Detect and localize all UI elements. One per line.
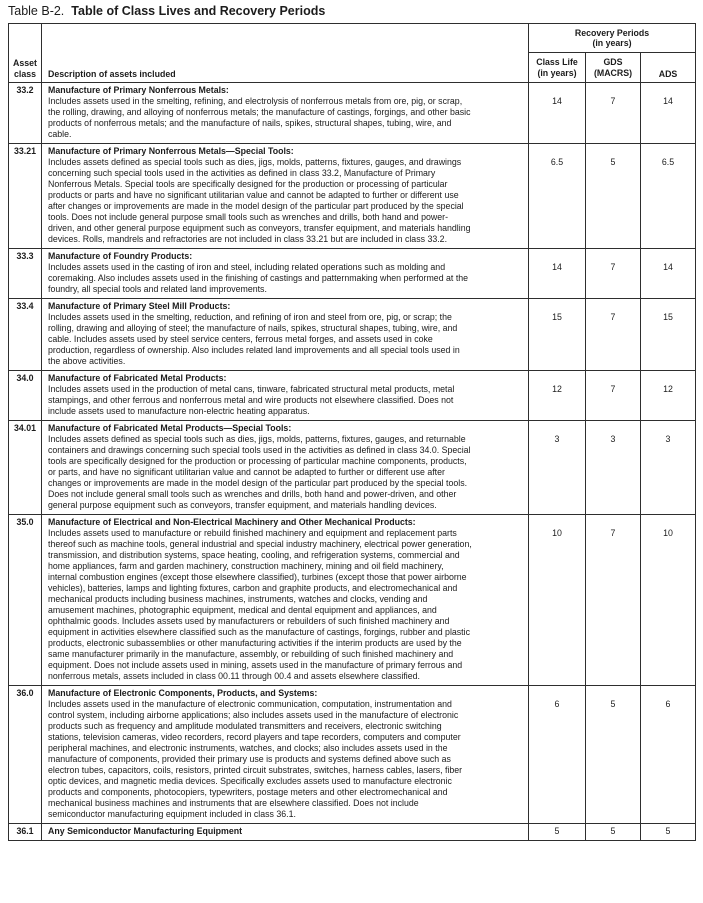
class-life-value-cell: 6.5: [529, 144, 586, 249]
table-row: [9, 824, 696, 841]
class-life-value-cell: 3: [529, 421, 586, 515]
page-title: [8, 4, 703, 19]
asset-category-title: Manufacture of Primary Nonferrous Metals:: [48, 85, 229, 95]
table-row: [9, 249, 696, 299]
description-content: [48, 373, 472, 417]
column-header-gds: GDS (MACRS): [586, 53, 641, 83]
column-header-class-life: Class Life (in years): [529, 53, 586, 83]
asset-category-description: Includes assets defined as special tools such as dies, jigs, molds, patterns, fixtures, gauges, and drawings concerning such special tools used in the activities as defined in class 33.2, Manufacture of Primary Nonferrous Metals. Special tools are specifically designed for the production or processing of particular products or parts and have no significant utilitarian value and cannot be adapted to further or different use after changes or improvements are made in the model design of the particular part produced by the special tools. Does not include general purpose small tools such as wrenches and drills, both hand and power-driven, and other general purpose equipment such as conveyors, transfer equipment, and materials handling devices. Rolls, mandrels and refractories are not included in class 33.21 but are included in class 33.2.: [48, 157, 471, 244]
column-header-description: Description of assets included: [42, 24, 529, 83]
description-cell: [42, 83, 529, 144]
class-life-value-cell: 10: [529, 515, 586, 686]
ads-value-cell: 12: [641, 371, 696, 421]
table-number-label: Table B-2.: [8, 4, 65, 18]
asset-category-title: Manufacture of Electronic Components, Products, and Systems:: [48, 688, 318, 698]
ads-value-cell: 3: [641, 421, 696, 515]
description-cell: [42, 515, 529, 686]
ads-value-cell: 6: [641, 686, 696, 824]
description-content: [48, 146, 472, 245]
column-header-ads: ADS: [641, 53, 696, 83]
column-header-asset-class: Asset class: [9, 24, 42, 83]
description-content: [48, 301, 472, 367]
description-cell: [42, 371, 529, 421]
asset-class-cell: 33.21: [9, 144, 42, 249]
gds-value-cell: 3: [586, 421, 641, 515]
description-content: [48, 688, 472, 820]
asset-class-cell: 36.1: [9, 824, 42, 841]
description-cell: [42, 249, 529, 299]
asset-class-cell: 35.0: [9, 515, 42, 686]
gds-value-cell: 7: [586, 371, 641, 421]
table-row: [9, 144, 696, 249]
asset-class-cell: 33.4: [9, 299, 42, 371]
table-row: [9, 83, 696, 144]
gds-value-cell: 5: [586, 144, 641, 249]
gds-value-cell: 7: [586, 515, 641, 686]
asset-category-title: Manufacture of Electrical and Non-Electrical Machinery and Other Mechanical Products:: [48, 517, 416, 527]
column-group-recovery-periods: Recovery Periods (in years): [529, 24, 696, 53]
ads-value-cell: 5: [641, 824, 696, 841]
asset-category-description: Includes assets defined as special tools such as dies, jigs, molds, patterns, fixtures, gauges, and returnable containers and drawings concerning such special tools used in the activities as defined in class 34.0. Special tools are specifically designed for the production or processing of particular machine components, products, or parts, and have no significant utilitarian value and cannot be adapted to further or different use after changes or improvements are made in the model design of the particular part produced by the special tools. Does not include general small tools such as wrenches and drills, both hand and power-driven, and other general purpose equipment such as conveyors, transfer equipment, and materials handling devices.: [48, 434, 471, 510]
description-cell: [42, 824, 529, 841]
asset-class-cell: 34.0: [9, 371, 42, 421]
gds-value-cell: 7: [586, 83, 641, 144]
asset-category-description: Includes assets used to manufacture or rebuild finished machinery and equipment and replacement parts thereof such as machine tools, general industrial and special industry machinery, electrical power generation, transmission, and distribution systems, space heating, cooling, and refrigeration systems, commercial and home appliances, farm and garden machinery, construction machinery, mining and oil field machinery, internal combustion engines (except those elsewhere classified), turbines (except those that power airborne vehicles), batteries, lamps and lighting fixtures, carbon and graphite products, and electromechanical and mechanical products including business machines, instruments, watches and clocks, vending and amusement machines, photographic equipment, medical and dental equipment and appliances, and ophthalmic goods. Includes assets used by manufacturers or rebuilders of such finished machinery and equipment in activities elsewhere classified such as the manufacture of castings, forgings, rubber and plastic products, electronic subassemblies or other manufacturing activities if the interim products are used by the same manufacturer primarily in the manufacture, assembly, or rebuilding of such finished machinery and equipment. Does not include assets used in mining, assets used in the manufacture of primary ferrous and nonferrous metals, assets included in class 00.11 through 00.4 and assets elsewhere classified.: [48, 528, 472, 681]
class-life-value-cell: 5: [529, 824, 586, 841]
description-content: [48, 826, 472, 837]
asset-category-description: Includes assets used in the smelting, refining, and electrolysis of nonferrous metals from ore, pig, or scrap, the rolling, drawing, and alloying of nonferrous metals; the manufacture of castings, forgings, and other basic products of nonferrous metals; and the manufacture of nails, spikes, structural shapes, tubing, wire, and cable.: [48, 96, 471, 139]
asset-class-cell: 33.2: [9, 83, 42, 144]
asset-category-title: Manufacture of Primary Steel Mill Products:: [48, 301, 231, 311]
class-life-value-cell: 14: [529, 83, 586, 144]
description-cell: [42, 686, 529, 824]
table-row: [9, 515, 696, 686]
class-lives-table: [8, 23, 696, 841]
gds-value-cell: 5: [586, 824, 641, 841]
description-content: [48, 517, 472, 682]
ads-value-cell: 15: [641, 299, 696, 371]
class-life-value-cell: 14: [529, 249, 586, 299]
gds-value-cell: 7: [586, 249, 641, 299]
asset-category-description: Includes assets used in the smelting, reduction, and refining of iron and steel from ore, pig, or scrap; the rolling, drawing and alloying of steel; the manufacture of nails, spikes, structural shapes, tubing, wire, and cable. Includes assets used by steel service centers, ferrous metal forges, and assets used in coke production, regardless of ownership. Also includes related land improvements and all special tools used in the above activities.: [48, 312, 460, 366]
class-life-value-cell: 15: [529, 299, 586, 371]
asset-class-cell: 36.0: [9, 686, 42, 824]
description-cell: [42, 421, 529, 515]
table-title-text: Table of Class Lives and Recovery Periods: [71, 4, 326, 18]
table-row: [9, 686, 696, 824]
ads-value-cell: 14: [641, 249, 696, 299]
table-row: [9, 371, 696, 421]
asset-category-description: Includes assets used in the production of metal cans, tinware, fabricated structural metal products, metal stampings, and other ferrous and nonferrous metal and wire products not elsewhere classified. Does not include assets used to manufacture non-electric heating apparatus.: [48, 384, 455, 416]
description-cell: [42, 144, 529, 249]
description-content: [48, 251, 472, 295]
gds-value-cell: 7: [586, 299, 641, 371]
ads-value-cell: 6.5: [641, 144, 696, 249]
asset-category-title: Manufacture of Foundry Products:: [48, 251, 193, 261]
ads-value-cell: 10: [641, 515, 696, 686]
table-row: [9, 299, 696, 371]
ads-value-cell: 14: [641, 83, 696, 144]
description-content: [48, 85, 472, 140]
asset-category-title: Any Semiconductor Manufacturing Equipment: [48, 826, 243, 836]
asset-category-title: Manufacture of Primary Nonferrous Metals—Special Tools:: [48, 146, 294, 156]
asset-class-cell: 34.01: [9, 421, 42, 515]
description-content: [48, 423, 472, 511]
asset-category-title: Manufacture of Fabricated Metal Products—Special Tools:: [48, 423, 292, 433]
class-life-value-cell: 12: [529, 371, 586, 421]
table-row: [9, 421, 696, 515]
table-header: [9, 24, 696, 83]
table-body: [9, 83, 696, 841]
asset-class-cell: 33.3: [9, 249, 42, 299]
asset-category-description: Includes assets used in the manufacture of electronic communication, computation, instrumentation and control system, including airborne applications; also includes assets used in the manufacture of electronic products such as frequency and amplitude modulated transmitters and receivers, electronic switching stations, television cameras, video recorders, record players and tape recorders, computers and computer peripheral machines, and electronic instruments, watches, and clocks; also includes assets used in the manufacture of components, provided their primary use is products and systems defined above such as electron tubes, capacitors, coils, resistors, printed circuit substrates, switches, harness cables, lasers, fiber optic devices, and magnetic media devices. Specifically excludes assets used to manufacture electronic products and components, photocopiers, typewriters, postage meters and other electromechanical and mechanical business machines and instruments that are elsewhere classified. Does not include semiconductor manufacturing equipment included in class 36.1.: [48, 699, 463, 819]
gds-value-cell: 5: [586, 686, 641, 824]
asset-category-title: Manufacture of Fabricated Metal Products:: [48, 373, 227, 383]
asset-category-description: Includes assets used in the casting of iron and steel, including related operations such as molding and coremaking. Also includes assets used in the finishing of castings and patternmaking when performed at the foundry, all special tools and related land improvements.: [48, 262, 469, 294]
class-life-value-cell: 6: [529, 686, 586, 824]
description-cell: [42, 299, 529, 371]
